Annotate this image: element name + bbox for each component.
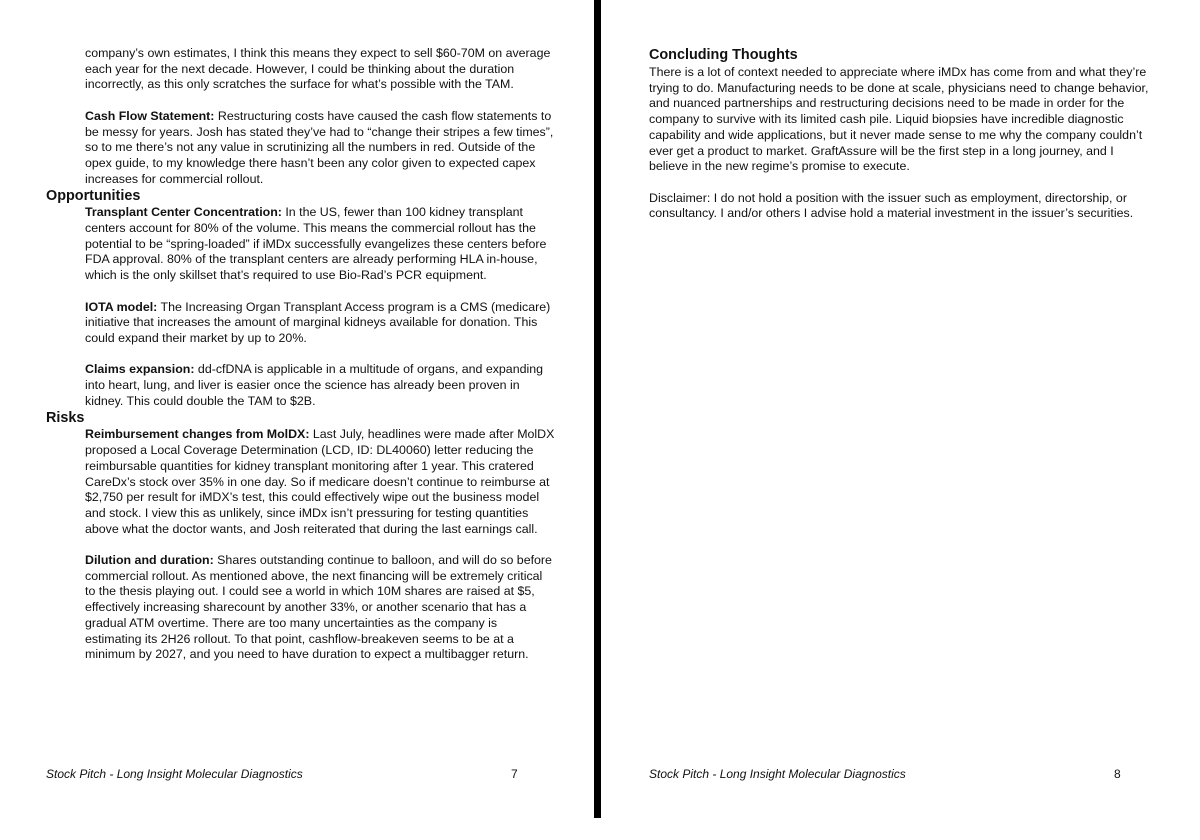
page-7-content: [46, 46, 566, 663]
opportunity-heading: Claims expansion:: [85, 362, 195, 377]
opportunity-paragraph: [85, 362, 555, 409]
concluding-paragraph: There is a lot of context needed to appreciate where iMDx has come from and what they’re trying to do. Manufacturing needs to be done at scale, physicians need to change behavior, and nuanced partnerships and restructuring decisions need to be made in order for the company to survive with its limited cash pile. Liquid biopsies have incredible diagnostic capability and wide applications, but it never made sense to me why the company couldn’t ever get a product to market. GraftAssure will be the first step in a long journey, and I believe in the new regime’s promise to execute.: [649, 65, 1149, 174]
opportunity-heading: IOTA model:: [85, 299, 158, 314]
opportunity-heading: Transplant Center Concentration:: [85, 205, 282, 220]
opportunity-text: The Increasing Organ Transplant Access program is a CMS (medicare) initiative that increases the amount of marginal kidneys available for donation. This could expand their market by up to 20%.: [85, 299, 551, 345]
page-7: [0, 0, 594, 840]
disclaimer-paragraph: Disclaimer: I do not hold a position with the issuer such as employment, directorship, or consultancy. I and/or others I advise hold a material investment in the issuer’s securities.: [649, 190, 1134, 221]
risk-text: Last July, headlines were made after MolDX proposed a Local Coverage Determination (LCD, ID: DL40060) letter reducing the reimbursable quantities for kidney transplant monitoring after 1 year. This cratered CareDx’s stock over 35% in one day. So if medicare doesn’t continue to reimburse at $2,750 per result for iMDX’s test, this could effectively wipe out the business model and stock. I view this as unlikely, since iMDx isn’t pressuring for testing quantities above what the doctor wants, and Josh reiterated that during the last earnings call.: [85, 427, 555, 536]
page-number: 8: [1114, 767, 1121, 781]
risk-text: Shares outstanding continue to balloon, and will do so before commercial rollout. As mentioned above, the next financing will be extremely critical to the thesis playing out. I could see a world in which 10M shares are raised at $5, effectively increasing sharecount by another 33%, or another scenario that has a gradual ATM overtime. There are too many uncertainties as the company is estimating its 2H26 rollout. To that point, cashflow-breakeven seems to be at a minimum by 2027, and you need to have duration to expect a multibagger return.: [85, 553, 552, 662]
risk-paragraph: [85, 427, 555, 537]
concluding-thoughts-heading: Concluding Thoughts: [649, 47, 798, 63]
opportunity-paragraph: [85, 300, 555, 347]
risks-heading: Risks: [46, 410, 85, 427]
risk-heading: Reimbursement changes from MolDX:: [85, 427, 310, 442]
opportunities-heading: Opportunities: [46, 188, 141, 205]
page-divider: [594, 0, 601, 818]
cash-flow-paragraph: [85, 109, 555, 188]
page-8: [601, 0, 1200, 840]
risk-paragraph: [85, 553, 555, 663]
intro-continuation-paragraph: company’s own estimates, I think this means they expect to sell $60-70M on average each year for the next decade. However, I could be thinking about the duration incorrectly, as this only scratches the surface for what’s possible with the TAM.: [85, 46, 551, 92]
opportunity-text: dd-cfDNA is applicable in a multitude of organs, and expanding into heart, lung, and liver is easier once the science has already been proven in kidney. This could double the TAM to $2B.: [85, 362, 544, 408]
page-number: 7: [511, 767, 518, 781]
cash-flow-heading: Cash Flow Statement:: [85, 108, 215, 123]
page-footer: Stock Pitch - Long Insight Molecular Diagnostics: [649, 767, 906, 781]
opportunity-text: In the US, fewer than 100 kidney transplant centers account for 80% of the volume. This means the commercial rollout has the potential to be “spring-loaded” if iMDx successfully evangelizes these centers before FDA approval. 80% of the transplant centers are already performing HLA in-house, which is the only skillset that’s required to use Bio-Rad’s PCR equipment.: [85, 205, 547, 283]
page-footer: Stock Pitch - Long Insight Molecular Diagnostics: [46, 767, 303, 781]
page-8-content: [649, 46, 1154, 222]
opportunity-paragraph: [85, 205, 555, 284]
cash-flow-text: Restructuring costs have caused the cash flow statements to be messy for years. Josh has stated they’ve had to “change their stripes a few times”, so to me there’s not any value in scrutinizing all the numbers in red. Outside of the opex guide, to my knowledge there hasn’t been any color given to expected capex increases for commercial rollout.: [85, 108, 554, 186]
risk-heading: Dilution and duration:: [85, 553, 214, 568]
